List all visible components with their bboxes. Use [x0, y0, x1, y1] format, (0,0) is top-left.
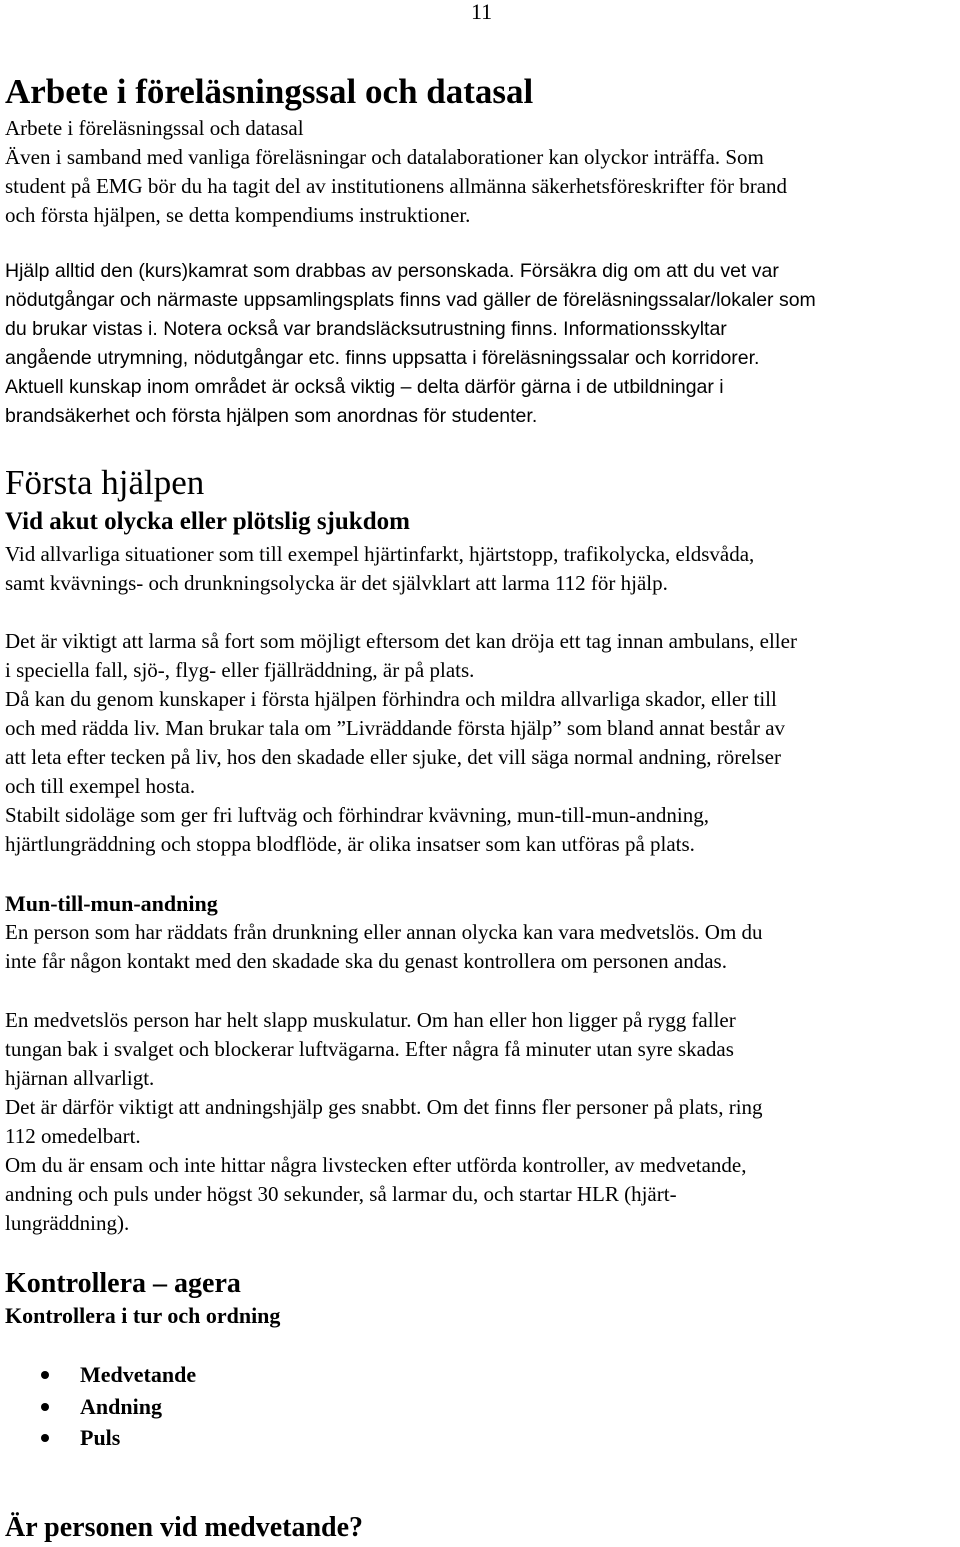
section-heading-conscious: Är personen vid medvetande? — [5, 1512, 364, 1543]
check-list — [5, 1359, 196, 1454]
mouth-to-mouth-paragraph-2 — [5, 1006, 957, 1238]
list-item-label: Andning — [80, 1393, 162, 1419]
text-line: Då kan du genom kunskaper i första hjälpen förhindra och mildra allvarliga skador, eller till — [5, 687, 777, 711]
list-item — [5, 1391, 196, 1423]
text-line: Om du är ensam och inte hittar några livstecken efter utförda kontroller, av medvetande, — [5, 1153, 747, 1177]
text-line: Även i samband med vanliga föreläsningar och datalaborationer kan olyckor inträffa. Som — [5, 145, 764, 169]
text-line: lungräddning). — [5, 1211, 130, 1235]
text-line: tungan bak i svalget och blockerar luftvägarna. Efter några få minuter utan syre skadas — [5, 1037, 734, 1061]
first-aid-paragraph-2 — [5, 627, 957, 859]
text-line: Stabilt sidoläge som ger fri luftväg och förhindrar kvävning, mun-till-mun-andning, — [5, 803, 709, 827]
subheading-mouth-to-mouth: Mun-till-mun-andning — [5, 891, 218, 916]
text-line: inte får någon kontakt med den skadade ska du genast kontrollera om personen andas. — [5, 949, 727, 973]
text-line: hjärtlungräddning och stoppa blodflöde, är olika insatser som kan utföras på plats. — [5, 832, 695, 856]
list-item — [5, 1422, 196, 1454]
text-line: och första hjälpen, se detta kompendiums instruktioner. — [5, 203, 471, 227]
text-line: En medvetslös person har helt slapp muskulatur. Om han eller hon ligger på rygg faller — [5, 1008, 736, 1032]
mouth-to-mouth-paragraph-1 — [5, 918, 957, 976]
first-aid-paragraph-1 — [5, 540, 957, 598]
text-line: att leta efter tecken på liv, hos den skadade eller sjuke, det vill säga normal andning, rörelser — [5, 745, 781, 769]
text-line: och med rädda liv. Man brukar tala om ”Livräddande första hjälp” som bland annat består av — [5, 716, 786, 740]
list-item-label: Puls — [80, 1425, 121, 1450]
list-item — [5, 1359, 196, 1391]
list-item-label: Medvetande — [80, 1362, 197, 1387]
bullet-icon — [41, 1434, 49, 1442]
text-line: andning och puls under högst 30 sekunder, så larmar du, och startar HLR (hjärt- — [5, 1182, 677, 1206]
text-line: Det är viktigt att larma så fort som möjligt eftersom det kan dröja ett tag innan ambulans, eller — [5, 629, 797, 653]
text-line: samt kvävnings- och drunkningsolycka är det självklart att larma 112 för hjälp. — [5, 571, 668, 595]
text-line: En person som har räddats från drunkning eller annan olycka kan vara medvetslös. Om du — [5, 920, 763, 944]
text-line: hjärnan allvarligt. — [5, 1066, 155, 1090]
text-line: brandsäkerhet och första hjälpen som anordnas för studenter. — [5, 405, 538, 427]
bullet-icon — [41, 1371, 49, 1379]
section-heading-lecture-hall: Arbete i föreläsningssal och datasal — [5, 72, 534, 111]
bullet-icon — [41, 1403, 49, 1411]
text-line: Arbete i föreläsningssal och datasal — [5, 116, 304, 140]
subheading-check-order: Kontrollera i tur och ordning — [5, 1303, 281, 1328]
text-line: Vid allvarliga situationer som till exempel hjärtinfarkt, hjärtstopp, trafikolycka, eldsvåda, — [5, 542, 755, 566]
section-heading-first-aid: Första hjälpen — [5, 463, 205, 502]
text-line: 112 omedelbart. — [5, 1124, 141, 1148]
safety-paragraph — [5, 257, 957, 431]
text-line: student på EMG bör du ha tagit del av institutionens allmänna säkerhetsföreskrifter för brand — [5, 174, 788, 198]
section-heading-check-act: Kontrollera – agera — [5, 1268, 241, 1299]
text-line: Aktuell kunskap inom området är också viktig – delta därför gärna i de utbildningar i — [5, 376, 724, 398]
text-line: och till exempel hosta. — [5, 774, 196, 798]
text-line: du brukar vistas i. Notera också var brandsläcksutrustning finns. Informationsskyltar — [5, 318, 727, 340]
text-line: i speciella fall, sjö-, flyg- eller fjällräddning, är på plats. — [5, 658, 475, 682]
subheading-acute-accident: Vid akut olycka eller plötslig sjukdom — [5, 508, 410, 535]
text-line: Det är därför viktigt att andningshjälp ges snabbt. Om det finns fler personer på plats, ring — [5, 1095, 763, 1119]
text-line: angående utrymning, nödutgångar etc. finns uppsatta i föreläsningssalar och korridorer. — [5, 347, 760, 369]
text-line: Hjälp alltid den (kurs)kamrat som drabbas av personskada. Försäkra dig om att du vet var — [5, 260, 779, 282]
text-line: nödutgångar och närmaste uppsamlingsplats finns vad gäller de föreläsningssalar/lokaler som — [5, 289, 816, 311]
page-number: 11 — [471, 0, 493, 24]
intro-paragraph — [5, 114, 957, 230]
